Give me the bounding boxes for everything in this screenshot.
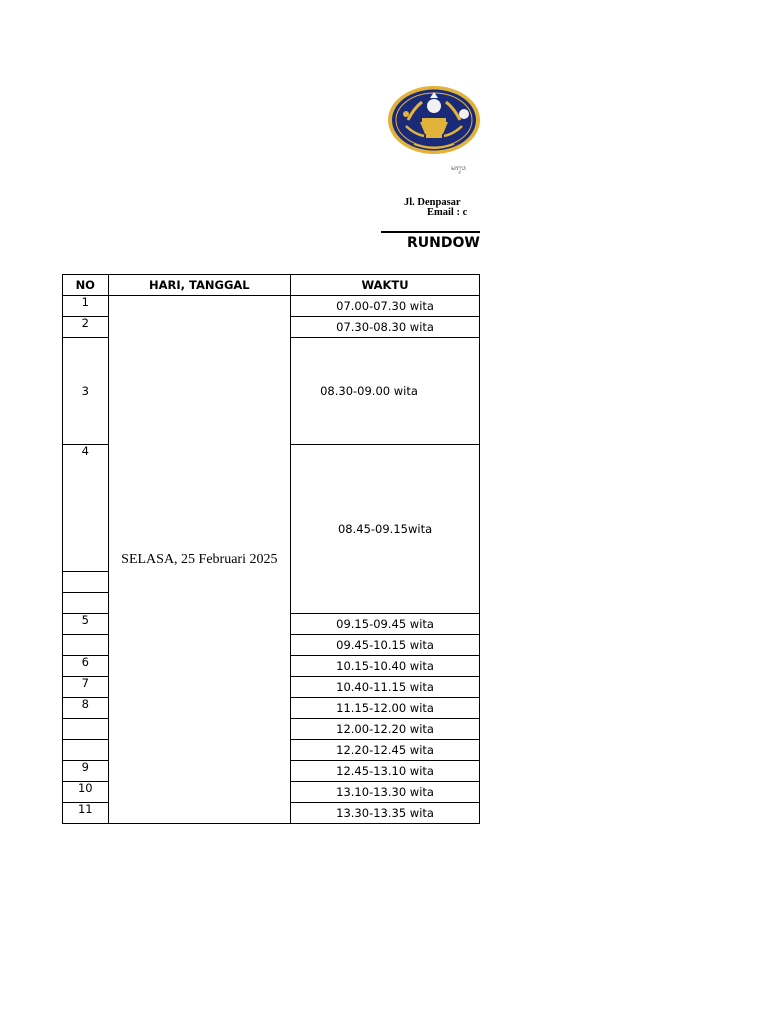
rundown-table [62, 274, 480, 824]
header-divider [381, 231, 480, 233]
balinese-script-line: ᬲᬭᬸᬯ [451, 165, 466, 172]
time-cell: 09.45-10.15 wita [291, 635, 480, 656]
time-cell: 11.15-12.00 wita [291, 698, 480, 719]
table-row [63, 296, 480, 317]
address-line: Jl. Denpasar [404, 197, 461, 208]
row-number: 2 [63, 317, 109, 338]
row-number [63, 593, 109, 614]
institution-logo [386, 84, 480, 156]
time-cell: 08.45-09.15wita [291, 445, 480, 614]
day-date-cell: SELASA, 25 Februari 2025 [108, 296, 291, 824]
row-number: 11 [63, 803, 109, 824]
time-cell: 10.40-11.15 wita [291, 677, 480, 698]
time-cell: 12.00-12.20 wita [291, 719, 480, 740]
time-cell: 09.15-09.45 wita [291, 614, 480, 635]
document-title: RUNDOW [407, 235, 480, 251]
time-cell: 12.20-12.45 wita [291, 740, 480, 761]
time-cell: 13.30-13.35 wita [291, 803, 480, 824]
row-number: 8 [63, 698, 109, 719]
row-number: 9 [63, 761, 109, 782]
row-number [63, 572, 109, 593]
column-header-time: WAKTU [291, 275, 480, 296]
row-number: 7 [63, 677, 109, 698]
column-header-no: NO [63, 275, 109, 296]
row-number [63, 635, 109, 656]
column-header-day: HARI, TANGGAL [108, 275, 291, 296]
row-number: 5 [63, 614, 109, 635]
row-number: 6 [63, 656, 109, 677]
row-number [63, 740, 109, 761]
time-cell: 12.45-13.10 wita [291, 761, 480, 782]
time-cell: 10.15-10.40 wita [291, 656, 480, 677]
email-line: Email : c [427, 207, 468, 218]
time-cell: 07.30-08.30 wita [291, 317, 480, 338]
time-cell: 07.00-07.30 wita [291, 296, 480, 317]
row-number: 10 [63, 782, 109, 803]
row-number: 3 [63, 338, 109, 445]
row-number: 4 [63, 445, 109, 572]
time-cell: 08.30-09.00 wita [291, 338, 480, 445]
row-number [63, 719, 109, 740]
time-cell: 13.10-13.30 wita [291, 782, 480, 803]
row-number: 1 [63, 296, 109, 317]
table-header-row [63, 275, 480, 296]
